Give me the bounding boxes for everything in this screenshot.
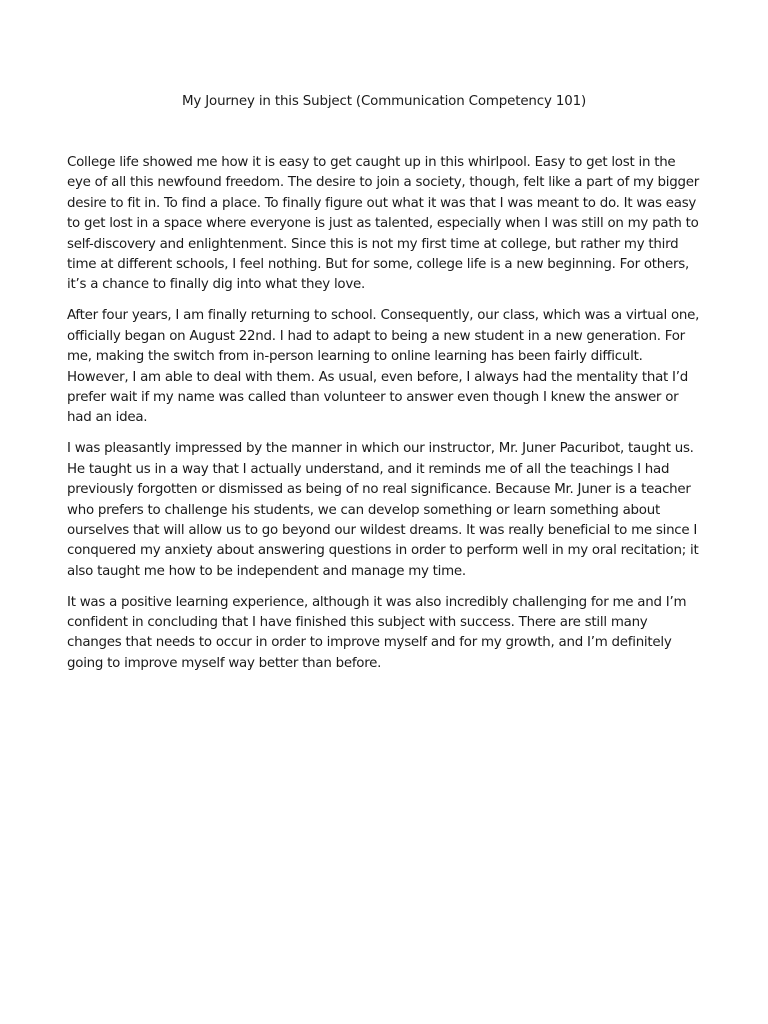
paragraph-conclusion: It was a positive learning experience, although it was also incredibly challenging for me and I’m confident in concluding that I have finished this subject with success. There are still many changes that needs to occur in order to improve myself and for my growth, and I’m definitely going to improve myself way better than before. (67, 594, 687, 671)
document-page (67, 92, 701, 685)
paragraph-instructor: I was pleasantly impressed by the manner in which our instructor, Mr. Juner Pacuribot, taught us. He taught us in a way that I actually understand, and it reminds me of all the teachings I had previously forgotten or dismissed as being of no real significance. Because Mr. Juner is a teacher who prefers to challenge his students, we can develop something or learn something about ourselves that will allow us to go beyond our wildest dreams. It was really beneficial to me since I conquered my anxiety about answering questions in order to perform well in my oral recitation; it also taught me how to be independent and manage my time. (67, 441, 699, 579)
paragraph-college-life: College life showed me how it is easy to get caught up in this whirlpool. Easy to get lost in the eye of all this newfound freedom. The desire to join a society, though, felt like a part of my bigger desire to fit in. To find a place. To finally figure out what it was that I was meant to do. It was easy to get lost in a space where everyone is just as talented, especially when I was still on my path to self-discovery and enlightenment. Since this is not my first time at college, but rather my third time at different schools, I feel nothing. But for some, college life is a new beginning. For others, it’s a chance to finally dig into what they love. (67, 155, 699, 293)
paragraph-returning-to-school: After four years, I am finally returning to school. Consequently, our class, which was a virtual one, officially began on August 22nd. I had to adapt to being a new student in a new generation. For me, making the switch from in-person learning to online learning has been fairly difficult. However, I am able to deal with them. As usual, even before, I always had the mentality that I’d prefer wait if my name was called than volunteer to answer even though I knew the answer or had an idea. (67, 308, 700, 426)
document-title: My Journey in this Subject (Communication Competency 101) (181, 94, 587, 109)
